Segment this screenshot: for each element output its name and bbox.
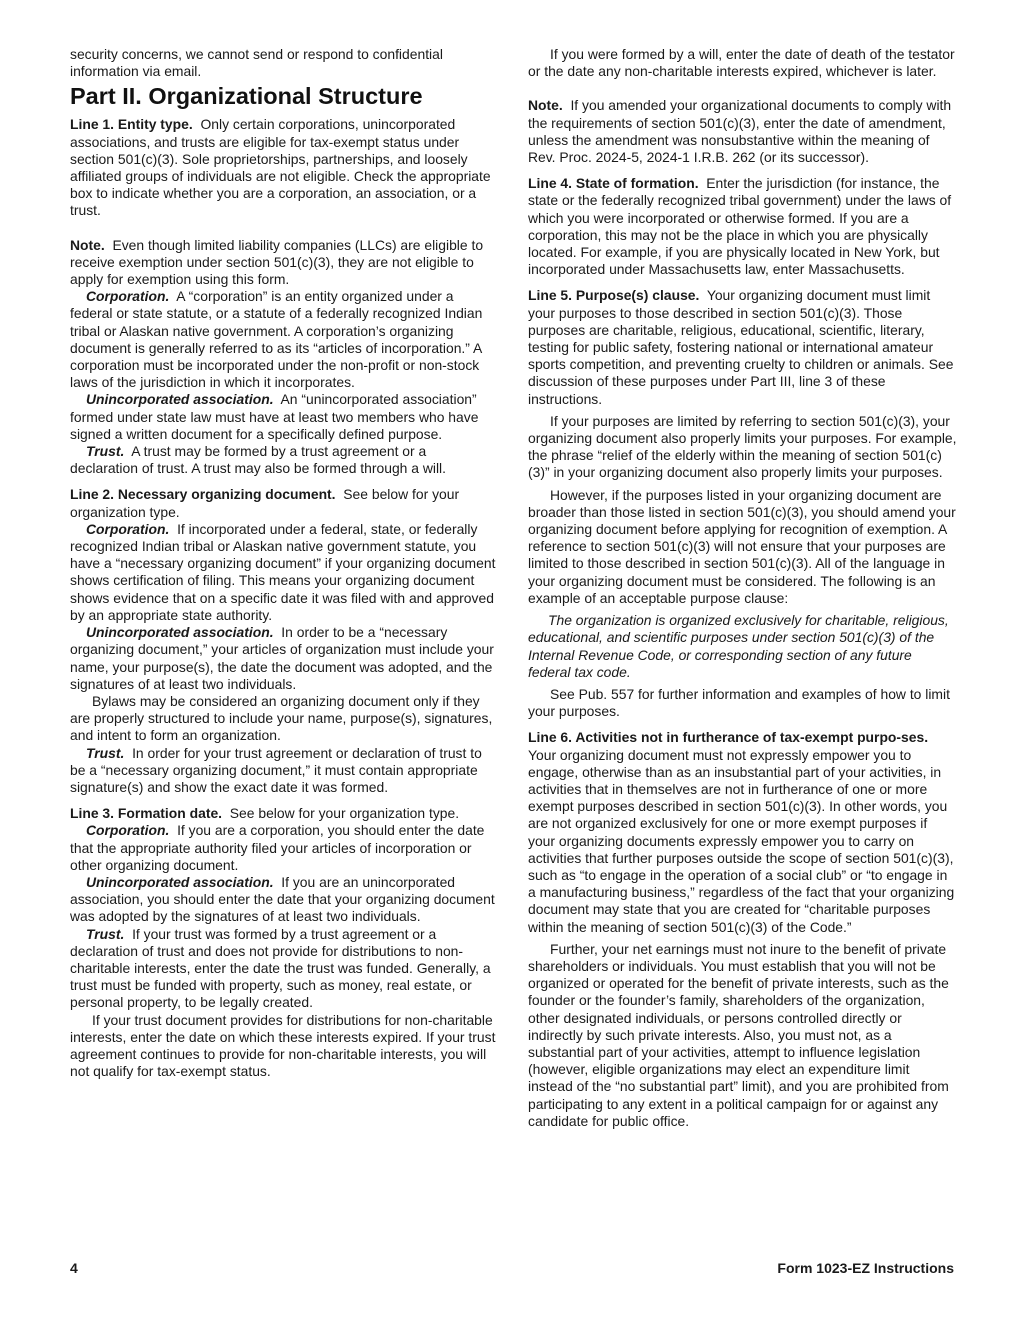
trust1-paragraph [70, 443, 496, 477]
corp1-heading: Corporation. [86, 288, 170, 305]
unin3-text: If you are an unincorporated association, you should enter the date that your organizing document was adopted by the signatures of at least two individuals. [70, 873, 495, 925]
line5-paragraph-3: However, if the purposes listed in your organizing document are broader than those listed in section 501(c)(3), you should amend your organizing document before applying for recognition of exemption. A reference to section 501(c)(3) will not ensure that your purposes are limited to those described in section 501(c)(3). All of the language in your organizing document must be considered. The following is an example of an acceptable purpose clause: [528, 486, 956, 606]
unin2-heading: Unincorporated association. [86, 624, 274, 641]
corp2-text: If incorporated under a federal, state, or federally recognized Indian tribal or Alaskan native government statute, you have a “necessary organizing document” if your organizing document shows certification of filing. This means your organizing document shows evidence that on a specific date it was filed with and approved by an appropriate state authority. [70, 520, 496, 623]
note2-heading: Note. [528, 97, 563, 114]
line6-text: Your organizing document must not expressly empower you to engage, otherwise than as an insubstantial part of your activities, in activities that in themselves are not in furtherance of one or more exempt purposes described in section 501(c)(3). In other words, you are not organized exclusively for one or more exempt purposes if your organizing documents expressly empower you to carry on activities that further purposes outside the scope of section 501(c)(3), such as “to engage in the operation of a social club” or “to engage in a manufacturing business,” regardless of the fact that your organizing document may state that you are created for “charitable purposes within the meaning of section 501(c)(3) of the Code.” [528, 746, 955, 935]
purpose-clause-quote [528, 612, 958, 681]
corp1-text: A “corporation” is an entity organized under a federal or state statute, or a statute of a federally recognized Indian tribal or Alaskan native government. A corporation’s organizing document is generally referred to as its “articles of incorporation.” A corporation must be incorporated under the non-profit or non-stock laws of the jurisdiction in which it incorporates. [70, 288, 483, 391]
line5-text: Your organizing document must limit your purposes to those described in section 501(c)(3). Those purposes are charitable, religious, educational, scientific, literary, testing for public safety, fostering national or international amateur sports competition, and preventing cruelty to children or animals. See discussion of these purposes under Part III, line 3 of these instructions. [528, 287, 954, 407]
trust2-heading: Trust. [86, 744, 125, 761]
corp2-paragraph [70, 521, 496, 624]
corp3-paragraph [70, 822, 496, 874]
corp3-heading: Corporation. [86, 822, 170, 839]
line6-paragraph-2: Further, your net earnings must not inure to the benefit of private shareholders or individuals. You must establish that you will not be organized or operated for the benefit of private interests, such as the founder or the founder’s family, shareholders of the organization, other designated individuals, or persons controlled directly or indirectly by such private interests. Also, you must not, as a substantial part of your activities, attempt to influence legislation (however, eligible organizations may elect an expenditure limit instead of the “no substantial part” limit), and you are prohibited from participating to any extent in a political campaign for or against any candidate for public office. [528, 940, 949, 1129]
line5-paragraph-2: If your purposes are limited by referring to section 501(c)(3), your organizing document also properly limits your purposes. For example, the phrase “relief of the elderly within the meaning of section 501(c)(3)” in your organizing document also properly limits your purposes. [528, 412, 957, 481]
unin3-heading: Unincorporated association. [86, 873, 274, 890]
unin1-paragraph [70, 391, 496, 443]
form-title: Form 1023-EZ Instructions [777, 1260, 954, 1276]
corp3-text: If you are a corporation, you should enter the date that the appropriate authority filed your articles of incorporation or other organizing document. [70, 822, 485, 873]
unin1-text: An “unincorporated association” formed under state law must have at least two members who have signed a written document for a specifically defined purpose. [70, 391, 479, 442]
trust3-text: If your trust was formed by a trust agreement or a declaration of trust and does not provide for distributions to non-charitable interests, enter the date the trust was funded. Generally, a trust must be funded with property, such as money, real estate, or personal property, to be legally created. [70, 925, 491, 1011]
part-heading: Part II. Organizational Structure [70, 83, 423, 110]
line5-paragraph [528, 287, 958, 407]
line2-paragraph [70, 486, 496, 520]
line6-heading: Line 6. Activities not in furtherance of tax-exempt purpo-ses. [528, 729, 929, 746]
corp1-paragraph [70, 288, 496, 391]
pub557-paragraph: See Pub. 557 for further information and examples of how to limit your purposes. [528, 685, 950, 720]
line4-paragraph [528, 175, 958, 278]
intro-text: security concerns, we cannot send or respond to confidential information via email. [70, 46, 443, 80]
note2-paragraph [528, 97, 958, 166]
note1-heading: Note. [70, 236, 105, 253]
left-column [70, 46, 496, 1080]
trust1-text: A trust may be formed by a trust agreement or a declaration of trust. A trust may also be formed through a will. [70, 443, 447, 477]
line3-heading: Line 3. Formation date. [70, 805, 223, 822]
line2-text: See below for your organization type. [70, 486, 460, 520]
bylaws-paragraph: Bylaws may be considered an organizing document only if they are properly structured to include your name, purpose(s), signatures, and intent to form an organization. [70, 692, 493, 744]
trust1-heading: Trust. [86, 443, 125, 460]
line4-text: Enter the jurisdiction (for instance, the state or the federally recognized tribal government) under the laws of which you were incorporated or otherwise formed. If you are a corporation, this may not be the place in which you are physically located. For example, if you are physically located in New York, but incorporated under Massachusetts law, enter Massachusetts. [528, 175, 952, 278]
purpose-clause-text: The organization is organized exclusively for charitable, religious, educational, and scientific purposes under section 501(c)(3) of the Internal Revenue Code, or corresponding section of any future federal tax code. [528, 612, 949, 680]
line1-text: Only certain corporations, unincorporated associations, and trusts are eligible for tax-exempt status under section 501(c)(3). Sole proprietorships, partnerships, and loosely affiliated groups of individuals are not eligible. Check the appropriate box to indicate whether you are a corporation, an association, or a trust. [70, 116, 491, 219]
line5-heading: Line 5. Purpose(s) clause. [528, 287, 700, 304]
right-column [528, 46, 958, 1130]
will-paragraph: If you were formed by a will, enter the date of death of the testator or the date any non-charitable interests expired, whichever is later. [528, 46, 955, 80]
trust3-paragraph [70, 926, 496, 1012]
line4-heading: Line 4. State of formation. [528, 175, 699, 192]
unin2-text: In order to be a “necessary organizing document,” your articles of organization must include your name, your purpose(s), the date the document was adopted, and the signatures of at least two individuals. [70, 624, 494, 692]
corp2-heading: Corporation. [86, 520, 170, 537]
unin3-paragraph [70, 874, 496, 926]
unin1-heading: Unincorporated association. [86, 391, 274, 408]
trust2-text: In order for your trust agreement or declaration of trust to be a “necessary organizing document,” it must contain appropriate signature(s) and show the exact date it was formed. [70, 744, 482, 795]
line3-text: See below for your organization type. [229, 805, 460, 822]
line3-paragraph [70, 805, 496, 822]
note1-paragraph [70, 237, 496, 289]
line6-paragraph [528, 729, 958, 935]
trust3-paragraph-2: If your trust document provides for distributions for non-charitable interests, enter the date on which these interests expired. If your trust agreement continues to provide for non-charitable interests, you will not qualify for tax-exempt status. [70, 1011, 496, 1080]
line2-heading: Line 2. Necessary organizing document. [70, 486, 336, 503]
note2-text: If you amended your organizational documents to comply with the requirements of section 501(c)(3), enter the date of amendment, unless the amendment was nonsubstantive within the meaning of Rev. Proc. 2024-5, 2024-1 I.R.B. 262 (or its successor). [528, 97, 952, 166]
line1-heading: Line 1. Entity type. [70, 116, 193, 133]
trust2-paragraph [70, 745, 496, 797]
note1-text: Even though limited liability companies (LLCs) are eligible to receive exemption under section 501(c)(3), they are not eligible to apply for exemption using this form. [70, 236, 484, 288]
line1-paragraph [70, 116, 496, 219]
trust3-heading: Trust. [86, 925, 125, 942]
page-number: 4 [70, 1260, 78, 1276]
unin2-paragraph [70, 624, 496, 693]
